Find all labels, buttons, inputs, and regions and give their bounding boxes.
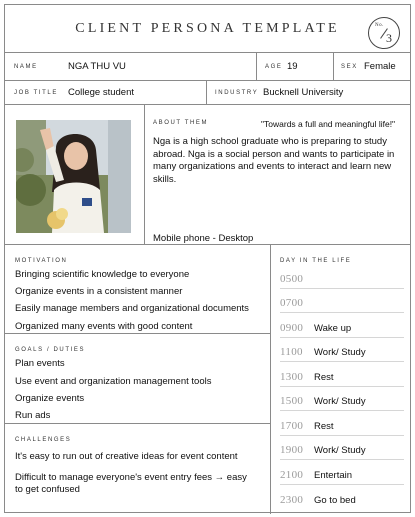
list-item: Easily manage members and organizational documents (15, 303, 249, 314)
list-item: Organize events (15, 393, 85, 404)
slot-activity: Entertain (314, 470, 353, 481)
name-row (5, 53, 410, 81)
list-item: Organize events in a consistent manner (15, 286, 183, 297)
time-slot (280, 419, 404, 436)
list-item: It's easy to run out of creative ideas for event content (15, 451, 238, 462)
list-item: Bringing scientific knowledge to everyone (15, 269, 190, 280)
persona-sheet (4, 4, 411, 513)
time-slot (280, 443, 404, 460)
divider (256, 53, 257, 80)
list-item: Run ads (15, 410, 51, 421)
page-title: CLIENT PERSONA TEMPLATE (75, 21, 340, 36)
about-text: Nga is a high school graduate who is preparing to study abroad. Nga is a social person and wants to participate in many organizations and events to interact and learn new skills. (153, 136, 395, 185)
left-column (5, 245, 271, 514)
list-item: Plan events (15, 358, 65, 369)
slot-activity: Work/ Study (314, 445, 366, 456)
industry-value: Bucknell University (263, 87, 344, 98)
device-text: Mobile phone - Desktop (153, 233, 254, 244)
sex-value: Female (364, 61, 396, 72)
slot-activity: Work/ Study (314, 396, 366, 407)
slot-time: 2300 (280, 494, 304, 506)
time-slot (280, 493, 404, 510)
slot-time: 0500 (280, 273, 304, 285)
time-slot (280, 345, 404, 362)
time-slot (280, 394, 404, 411)
time-slot (280, 468, 404, 485)
list-item: to get confused (15, 484, 80, 495)
list-item: Difficult to manage everyone's event entry fees → easy (15, 472, 247, 483)
job-label: JOB TITLE (14, 90, 58, 96)
time-slot (280, 296, 404, 313)
badge-prefix: No. (375, 23, 384, 28)
slot-time: 1300 (280, 371, 304, 383)
time-slot (280, 370, 404, 387)
goals-label: GOALS / DUTIES (15, 347, 86, 353)
portrait-illustration (16, 120, 131, 233)
motivation-section (5, 245, 270, 334)
divider (144, 105, 145, 244)
age-value: 19 (287, 61, 298, 72)
goals-section (5, 334, 270, 424)
motivation-label: MOTIVATION (15, 258, 68, 264)
slot-time: 1100 (280, 346, 303, 358)
day-in-life-column (271, 245, 412, 514)
slot-activity: Rest (314, 372, 334, 383)
slot-time: 1900 (280, 444, 304, 456)
job-row (5, 81, 410, 105)
name-value: NGA THU VU (68, 61, 126, 72)
list-item: Use event and organization management tools (15, 376, 212, 387)
challenges-label: CHALLENGES (15, 437, 72, 443)
day-label: DAY IN THE LIFE (280, 258, 352, 264)
slot-time: 0700 (280, 297, 304, 309)
slot-time: 2100 (280, 469, 304, 481)
slot-activity: Go to bed (314, 495, 356, 506)
industry-label: INDUSTRY (215, 90, 259, 96)
job-value: College student (68, 87, 135, 98)
badge-number: 3 (386, 31, 392, 45)
sex-label: SEX (341, 64, 358, 70)
time-slot (280, 321, 404, 338)
slot-activity: Work/ Study (314, 347, 366, 358)
slot-time: 1500 (280, 395, 304, 407)
title-row (5, 5, 410, 53)
about-label: ABOUT THEM (153, 120, 209, 126)
list-item: Organized many events with good content (15, 321, 193, 332)
age-label: AGE (265, 64, 283, 70)
profile-photo (16, 120, 131, 233)
slot-activity: Wake up (314, 323, 352, 334)
divider (333, 53, 334, 80)
slot-time: 0900 (280, 322, 304, 334)
number-badge (368, 17, 400, 49)
about-quote: "Towards a full and meaningful life!" (261, 119, 396, 129)
slot-time: 1700 (280, 420, 304, 432)
slot-activity: Rest (314, 421, 334, 432)
time-slot (280, 272, 404, 289)
name-label: NAME (14, 64, 38, 70)
challenges-section (5, 424, 270, 514)
divider (206, 81, 207, 104)
